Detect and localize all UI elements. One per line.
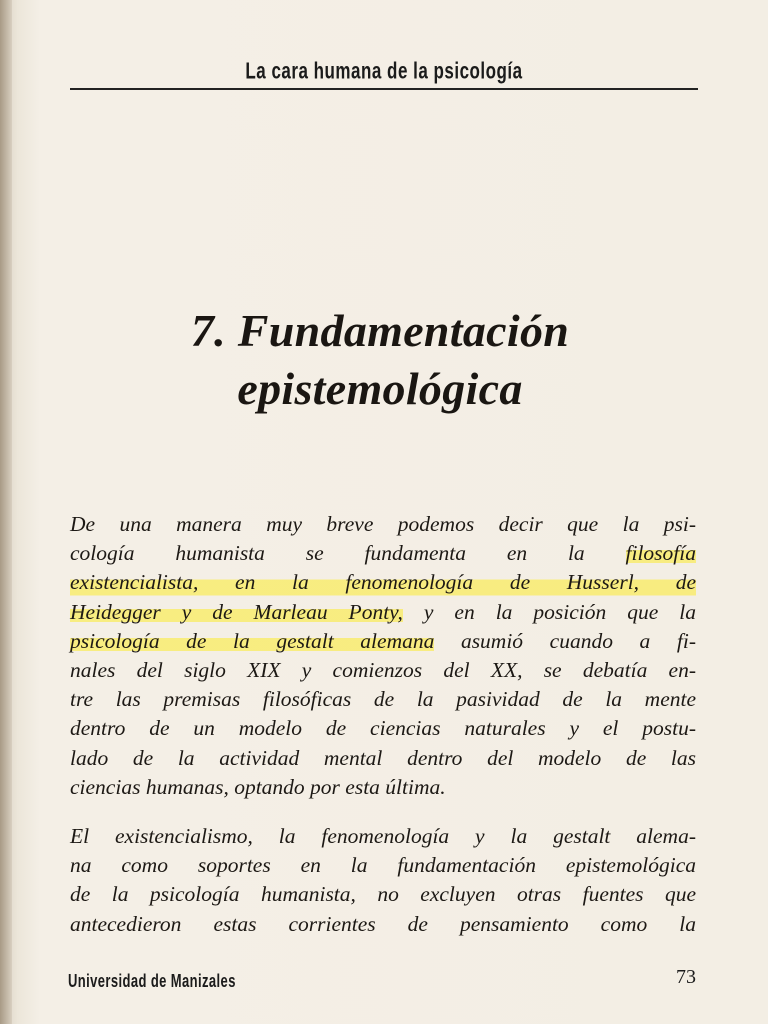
- highlight-mark: Heidegger y de Marleau Ponty,: [70, 599, 403, 624]
- paragraph-line: ciencias humanas, optando por esta última.: [70, 774, 446, 799]
- paragraph-line: nales del siglo XIX y comienzos del XX, se debatía en-: [70, 658, 696, 683]
- paragraph-line: lado de la actividad mental dentro del modelo de las: [70, 745, 696, 770]
- chapter-number: 7.: [190, 305, 226, 356]
- paragraph-line: de la psicología humanista, no excluyen otras fuentes que: [70, 882, 696, 907]
- header-rule: [70, 88, 698, 90]
- chapter-title-line2: epistemológica: [237, 363, 523, 414]
- paragraph-line-highlighted: existencialista, en la fenomenología de Husserl, de: [70, 568, 696, 597]
- paragraph-line: antecedieron estas corrientes de pensamiento como la: [70, 911, 696, 936]
- paragraph-line: tre las premisas filosóficas de la pasividad de la mente: [70, 687, 696, 712]
- paragraph-line: psicología de la gestalt alemana asumió cuando a fi-: [70, 628, 696, 653]
- paragraph-line: De una manera muy breve podemos decir que la psi-: [70, 512, 696, 536]
- paragraph-1: [70, 510, 696, 802]
- paragraph-line: Heidegger y de Marleau Ponty, y en la posición que la: [70, 599, 696, 624]
- chapter-title-line1: Fundamentación: [237, 305, 570, 356]
- paragraph-line: dentro de un modelo de ciencias naturales y el postu-: [70, 716, 696, 741]
- highlight-mark: filosofía: [625, 541, 696, 566]
- page-number: 73: [676, 966, 696, 988]
- book-spine-shadow: [0, 0, 12, 1024]
- paragraph-line: na como soportes en la fundamentación epistemológica: [70, 853, 696, 878]
- highlight-mark: psicología de la gestalt alemana: [70, 628, 435, 653]
- paragraph-line: El existencialismo, la fenomenología y la gestalt alema-: [70, 824, 696, 848]
- paragraph-line-text: cología humanista se fundamenta en la filosofía: [70, 541, 696, 566]
- chapter-title: [100, 302, 660, 418]
- paragraph-line: [70, 539, 696, 568]
- running-header: La cara humana de la psicología: [245, 58, 523, 84]
- publisher-footer: Universidad de Manizales: [68, 970, 236, 991]
- paragraph-2: [70, 822, 696, 939]
